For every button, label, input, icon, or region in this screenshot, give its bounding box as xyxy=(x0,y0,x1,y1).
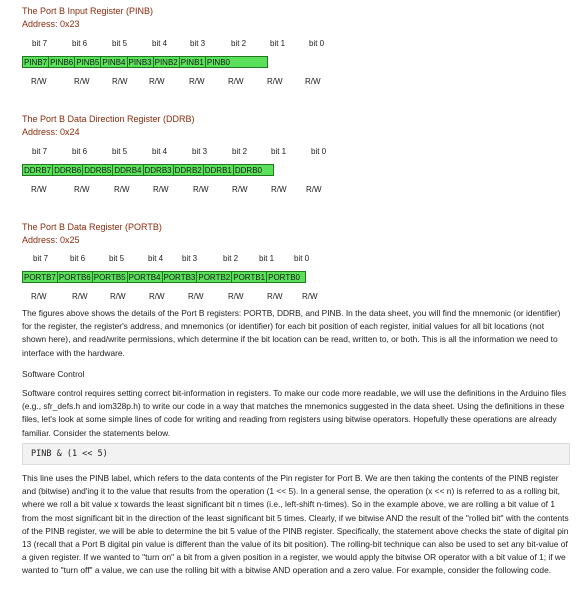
bit-name: DDRB2 xyxy=(174,166,202,175)
bit-name: DDRB0 xyxy=(234,166,262,175)
bit-label: bit 3 xyxy=(190,39,206,48)
rolling-bit-paragraph: This line uses the PINB label, which refers to the data contents of the Pin register for Port B. We are then taking the contents of the PINB register and (bitwise) and'ing it to the value that results from the operation (1 << 5). In a general sense, the operation (x << n) is referred to as a rolling bit, where we roll a bit value x towards the least significant bit n times (i.e., left-shift n-times). So in the example above, we are rolling a bit value of 1 from the most significant bit in the direction of the least significant bit 5 times. Clearly, if we bitwise AND the result of the "rolled bit" with the contents of the PINB register, we will be able to determine the bit 5 value of the PINB register. Specifically, the statement above checks the state of digital pin 13 (recall that a Port B digital pin value is different than the value of its bit position). The rolling-bit technique can also be used to set any bit-value of a given register. If we wanted to "turn on" a bit from a given position in a register, we would apply the bitwise OR operator with a bit value of 1; if we wanted to "turn off" a value, we can use the rolling bit with a bitwise AND operation and a zero value. For example, consider the following code. xyxy=(22,473,569,576)
rw-label: R/W xyxy=(110,292,126,301)
rw-label: R/W xyxy=(74,185,90,194)
bit-label: bit 6 xyxy=(72,39,88,48)
rw-label: R/W xyxy=(267,77,283,86)
rw-label: R/W xyxy=(193,185,209,194)
bit-name: PINB1 xyxy=(180,58,204,67)
bit-name: PINB6 xyxy=(50,58,74,67)
bit-name: PINB4 xyxy=(102,58,126,67)
bit-label: bit 0 xyxy=(311,147,327,156)
rw-label: R/W xyxy=(31,77,47,86)
bit-name: PINB3 xyxy=(128,58,152,67)
portb-bit-names xyxy=(22,271,306,283)
bit-name: PORTB5 xyxy=(93,273,126,282)
bit-label: bit 1 xyxy=(270,39,286,48)
bit-name: DDRB5 xyxy=(84,166,112,175)
ddrb-register-title: The Port B Data Direction Register (DDRB) xyxy=(22,114,195,124)
rw-label: R/W xyxy=(72,292,88,301)
bit-label: bit 3 xyxy=(182,254,198,263)
bit-label: bit 5 xyxy=(109,254,125,263)
bit-name: DDRB7 xyxy=(24,166,52,175)
software-control-paragraph: Software control requires setting correct bit-information in registers. To make our code more readable, we will use the definitions in the Arduino files (e.g., sfr_defs.h and iom328p.h) to write our code in a way that matches the mnemonics suggested in the data sheet. Using the definitions in these files, let's look at some simple lines of code for writing and reading from registers using bitwise operators. Hopefully these operations are already familiar. Consider the statements below. xyxy=(22,388,567,438)
rw-label: R/W xyxy=(149,77,165,86)
bit-name: PORTB3 xyxy=(163,273,196,282)
bit-label: bit 6 xyxy=(70,254,86,263)
rw-label: R/W xyxy=(271,185,287,194)
intro-paragraph: The figures above shows the details of the Port B registers: PORTB, DDRB, and PINB. In the data sheet, you will find the mnemonic (or identifier) for the register, the register's address, and mnemonics (or identifier) for each bit position of each register, initial values for all bit locations (not shown here), and read/write permissions, which determine if the bit location can be read, written to, or both. This is all the information we need to interface with the hardware. xyxy=(22,308,561,358)
bit-name: DDRB4 xyxy=(114,166,142,175)
bit-label: bit 5 xyxy=(112,147,128,156)
pinb-register-address: Address: 0x23 xyxy=(22,19,80,29)
bit-label: bit 2 xyxy=(223,254,239,263)
rw-label: R/W xyxy=(149,292,165,301)
bit-label: bit 2 xyxy=(231,39,247,48)
pinb-bit-names xyxy=(22,56,268,68)
bit-label: bit 4 xyxy=(152,147,168,156)
rw-label: R/W xyxy=(153,185,169,194)
rw-label: R/W xyxy=(189,77,205,86)
bit-name: PINB0 xyxy=(206,58,230,67)
bit-label: bit 5 xyxy=(112,39,128,48)
bit-name: PINB2 xyxy=(154,58,178,67)
bit-name: PORTB0 xyxy=(268,273,300,282)
portb-register-address: Address: 0x25 xyxy=(22,235,80,245)
rw-label: R/W xyxy=(114,185,130,194)
bit-label: bit 0 xyxy=(309,39,325,48)
rw-label: R/W xyxy=(74,77,90,86)
bit-name: PORTB6 xyxy=(58,273,91,282)
section-heading: Software Control xyxy=(22,369,85,379)
bit-name: PINB5 xyxy=(76,58,100,67)
rw-label: R/W xyxy=(305,77,321,86)
rw-label: R/W xyxy=(188,292,204,301)
bit-name: DDRB1 xyxy=(204,166,232,175)
pinb-register-title: The Port B Input Register (PINB) xyxy=(22,6,154,16)
rw-label: R/W xyxy=(31,185,47,194)
bit-label: bit 7 xyxy=(32,39,48,48)
rw-label: R/W xyxy=(31,292,47,301)
rw-label: R/W xyxy=(228,77,244,86)
bit-name: PORTB1 xyxy=(233,273,266,282)
ddrb-register-address: Address: 0x24 xyxy=(22,127,80,137)
bit-name: PORTB4 xyxy=(128,273,161,282)
rw-label: R/W xyxy=(232,185,248,194)
rw-label: R/W xyxy=(112,77,128,86)
bit-label: bit 4 xyxy=(152,39,168,48)
bit-label: bit 7 xyxy=(33,254,49,263)
rw-label: R/W xyxy=(306,185,322,194)
rw-label: R/W xyxy=(228,292,244,301)
bit-name: PINB7 xyxy=(24,58,48,67)
bit-label: bit 6 xyxy=(72,147,88,156)
bit-label: bit 0 xyxy=(294,254,310,263)
bit-name: DDRB3 xyxy=(144,166,172,175)
bit-label: bit 4 xyxy=(148,254,164,263)
bit-label: bit 1 xyxy=(271,147,287,156)
bit-label: bit 1 xyxy=(259,254,275,263)
rw-label: R/W xyxy=(302,292,318,301)
bit-name: PORTB7 xyxy=(24,273,56,282)
portb-register-title: The Port B Data Register (PORTB) xyxy=(22,222,162,232)
rw-label: R/W xyxy=(267,292,283,301)
ddrb-bit-names xyxy=(22,164,274,176)
bit-label: bit 3 xyxy=(192,147,208,156)
code-snippet: PINB & (1 << 5) xyxy=(22,443,570,465)
bit-name: DDRB6 xyxy=(54,166,82,175)
bit-label: bit 2 xyxy=(232,147,248,156)
bit-label: bit 7 xyxy=(32,147,48,156)
bit-name: PORTB2 xyxy=(198,273,231,282)
